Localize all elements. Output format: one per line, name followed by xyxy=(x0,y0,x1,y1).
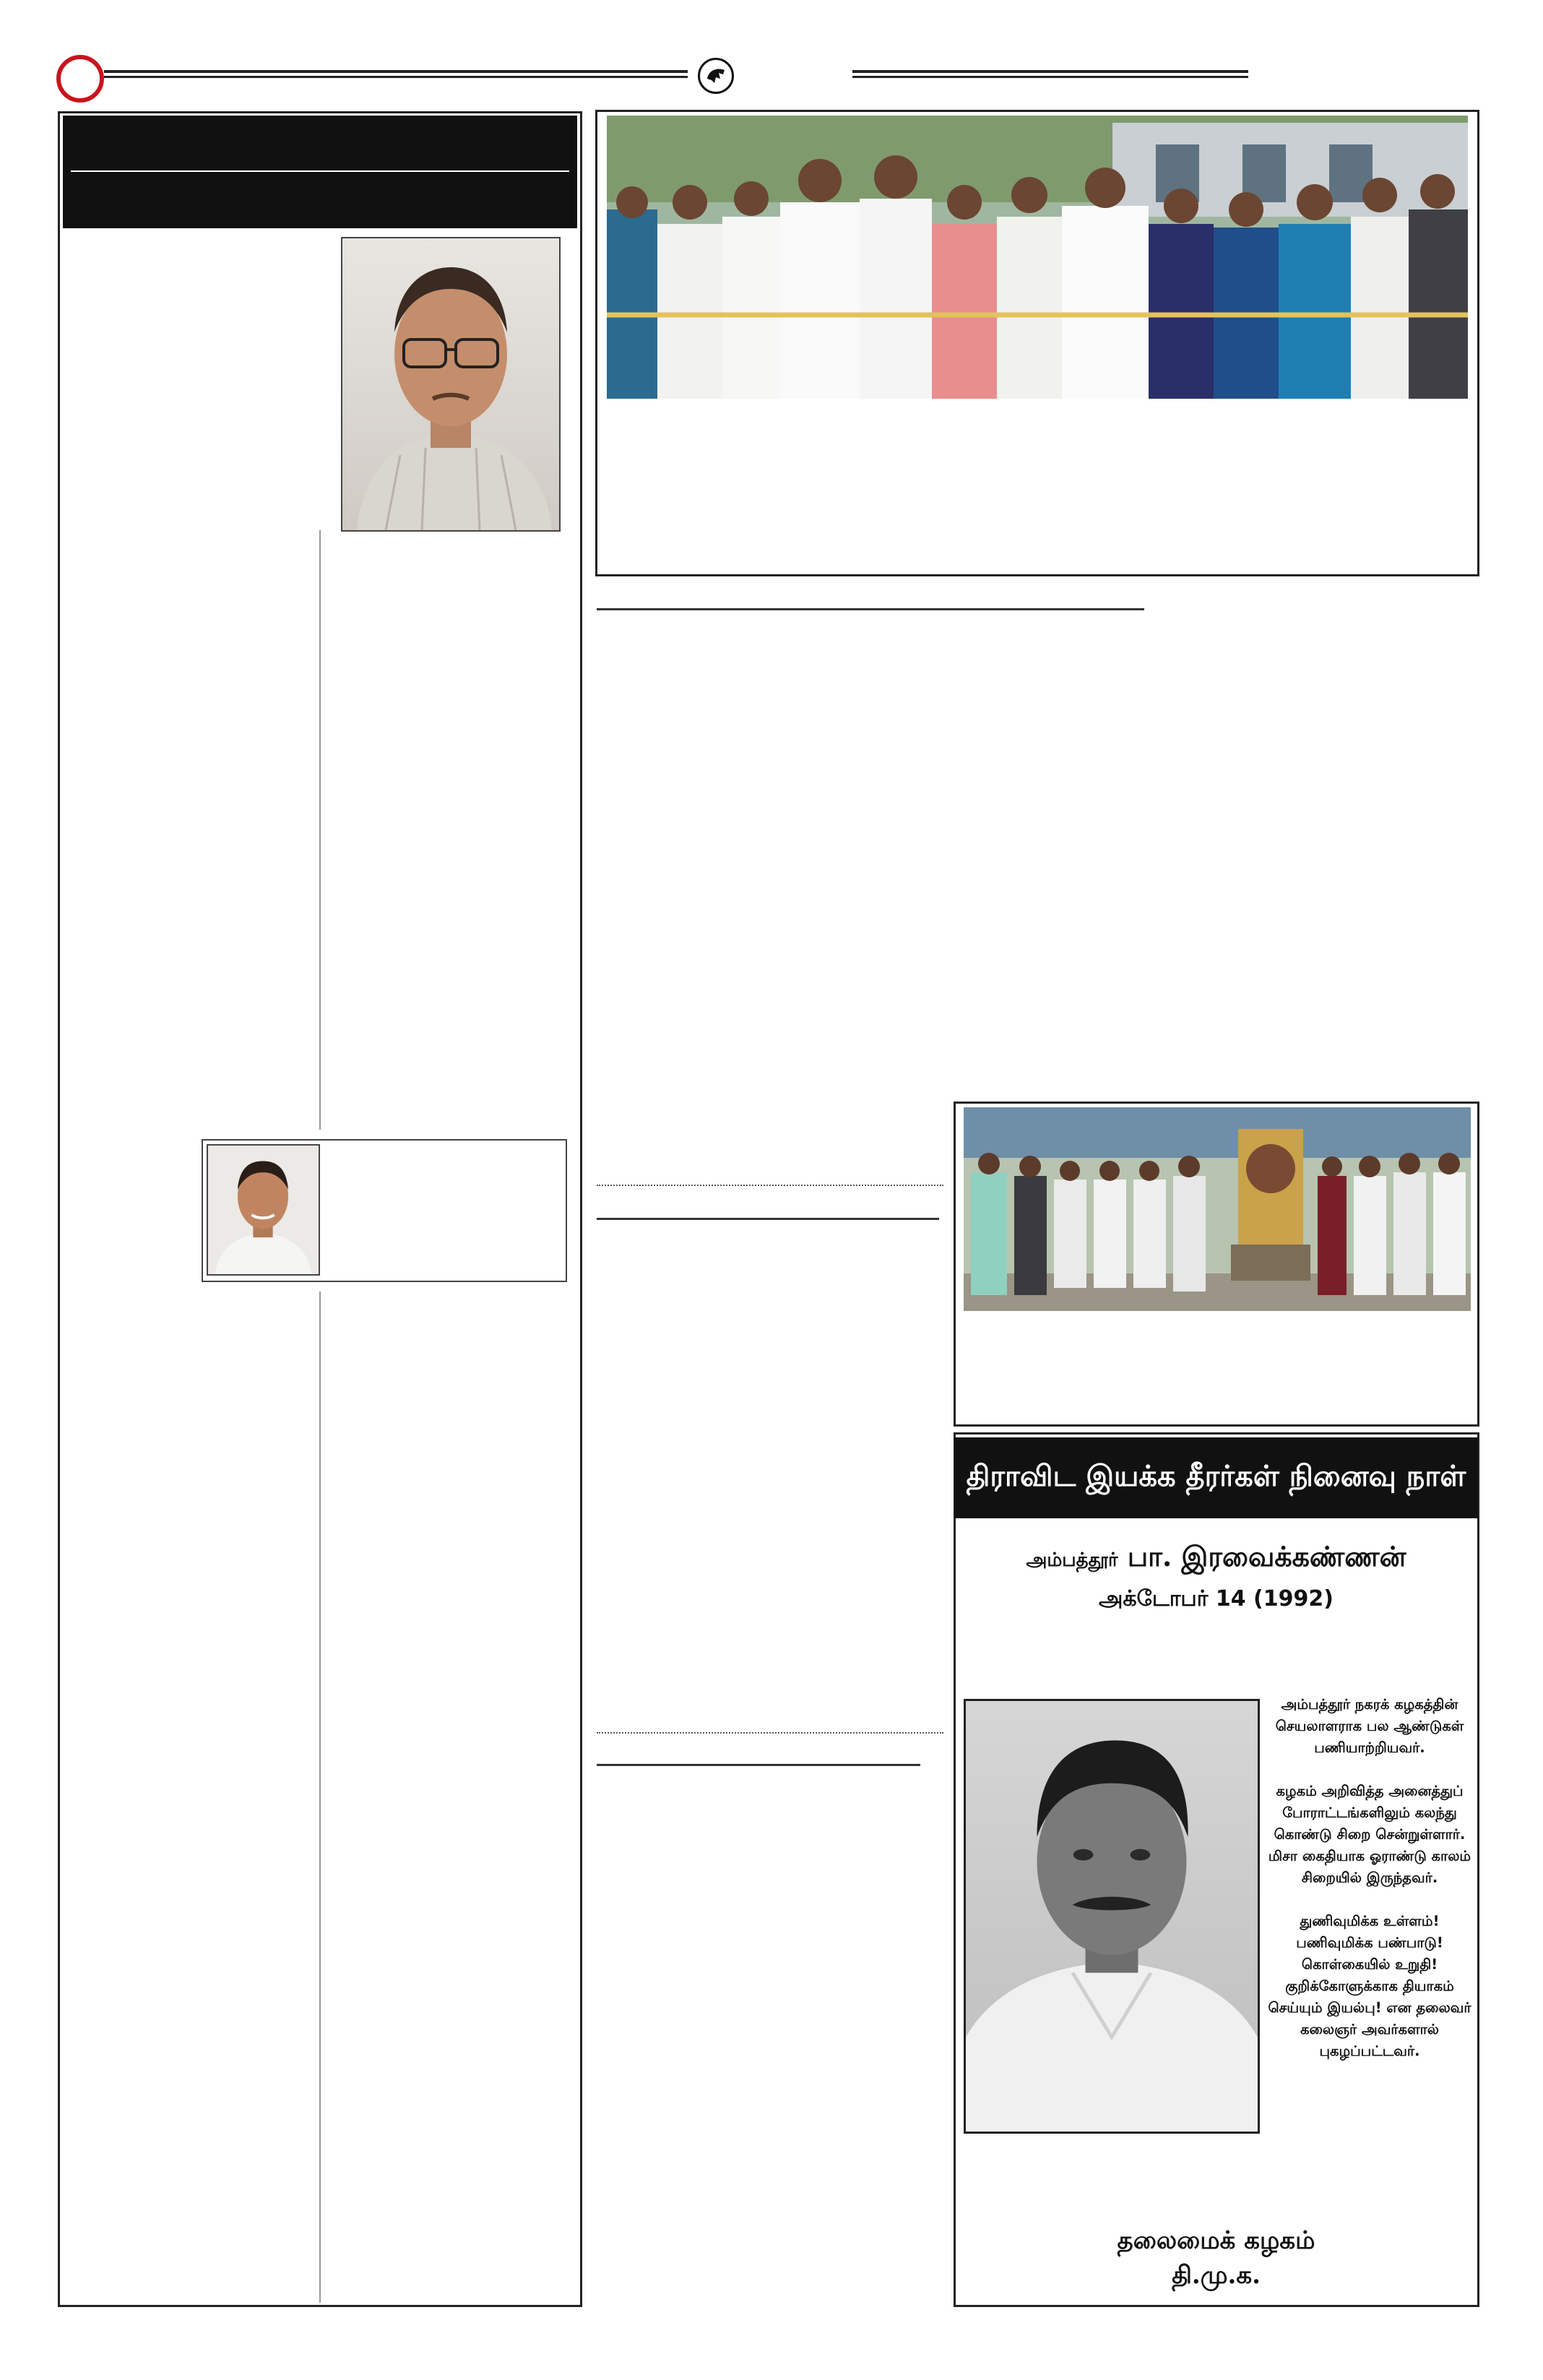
portrait-photo-elderly-man xyxy=(341,237,561,532)
memorial-bio-paragraph: அம்பத்தூர் நகரக் கழகத்தின் செயலாளராக பல ஆண்டுகள் பணியாற்றியவர். xyxy=(1275,1696,1464,1756)
left-column-divider-upper xyxy=(319,530,321,1130)
left-header-rule xyxy=(71,170,569,172)
memorial-bio-paragraph: துணிவுமிக்க உள்ளம்! பணிவுமிக்க பண்பாடு! கொள்கையில் உறுதி! குறிக்கோளுக்காக தியாகம் செய்யும் இயல்பு! என தலைவர் கலைஞர் அவர்களால் புகழப்பட்டவர். xyxy=(1268,1913,1471,2059)
memorial-tribute-group-photo xyxy=(964,1107,1471,1311)
memorial-name: பா. இரவைக்கண்ணன் xyxy=(1127,1540,1406,1572)
article-title-underline xyxy=(597,608,1144,610)
left-column-divider-lower xyxy=(319,1291,321,2303)
memorial-signature-line1: தலைமைக் கழகம் xyxy=(1117,2226,1315,2255)
header-rule-right xyxy=(852,70,1248,78)
memorial-portrait-photo xyxy=(964,1699,1260,2134)
memorial-heading: திராவிட இயக்க தீரர்கள் நினைவு நாள் xyxy=(954,1437,1478,1518)
memorial-name-line xyxy=(954,1540,1478,1577)
party-logo-icon xyxy=(698,58,734,94)
memorial-name-prefix: அம்பத்தூர் xyxy=(1026,1549,1118,1571)
ribbon-cutting-group-photo xyxy=(607,116,1468,399)
section-title-underline-1 xyxy=(597,1218,939,1220)
page-number-badge xyxy=(56,55,104,103)
memorial-date: அக்டோபர் 14 (1992) xyxy=(1099,1586,1334,1611)
left-article-header-band xyxy=(63,116,577,228)
memorial-signature-line2: தி.மு.க. xyxy=(1172,2261,1261,2290)
section-separator-dotted-2 xyxy=(597,1732,943,1734)
header-rule-left xyxy=(104,70,688,78)
inset-photo-smiling-man xyxy=(207,1144,320,1276)
section-title-underline-2 xyxy=(597,1764,920,1766)
memorial-bio-paragraph: கழகம் அறிவித்த அனைத்துப் போராட்டங்களிலும் கலந்து கொண்டு சிறை சென்றுள்ளார். மிசா கைதியாக ஓராண்டு காலம் சிறையில் இருந்தவர். xyxy=(1268,1783,1471,1886)
section-separator-dotted-1 xyxy=(597,1185,943,1186)
memorial-bio xyxy=(1264,1694,1475,2084)
